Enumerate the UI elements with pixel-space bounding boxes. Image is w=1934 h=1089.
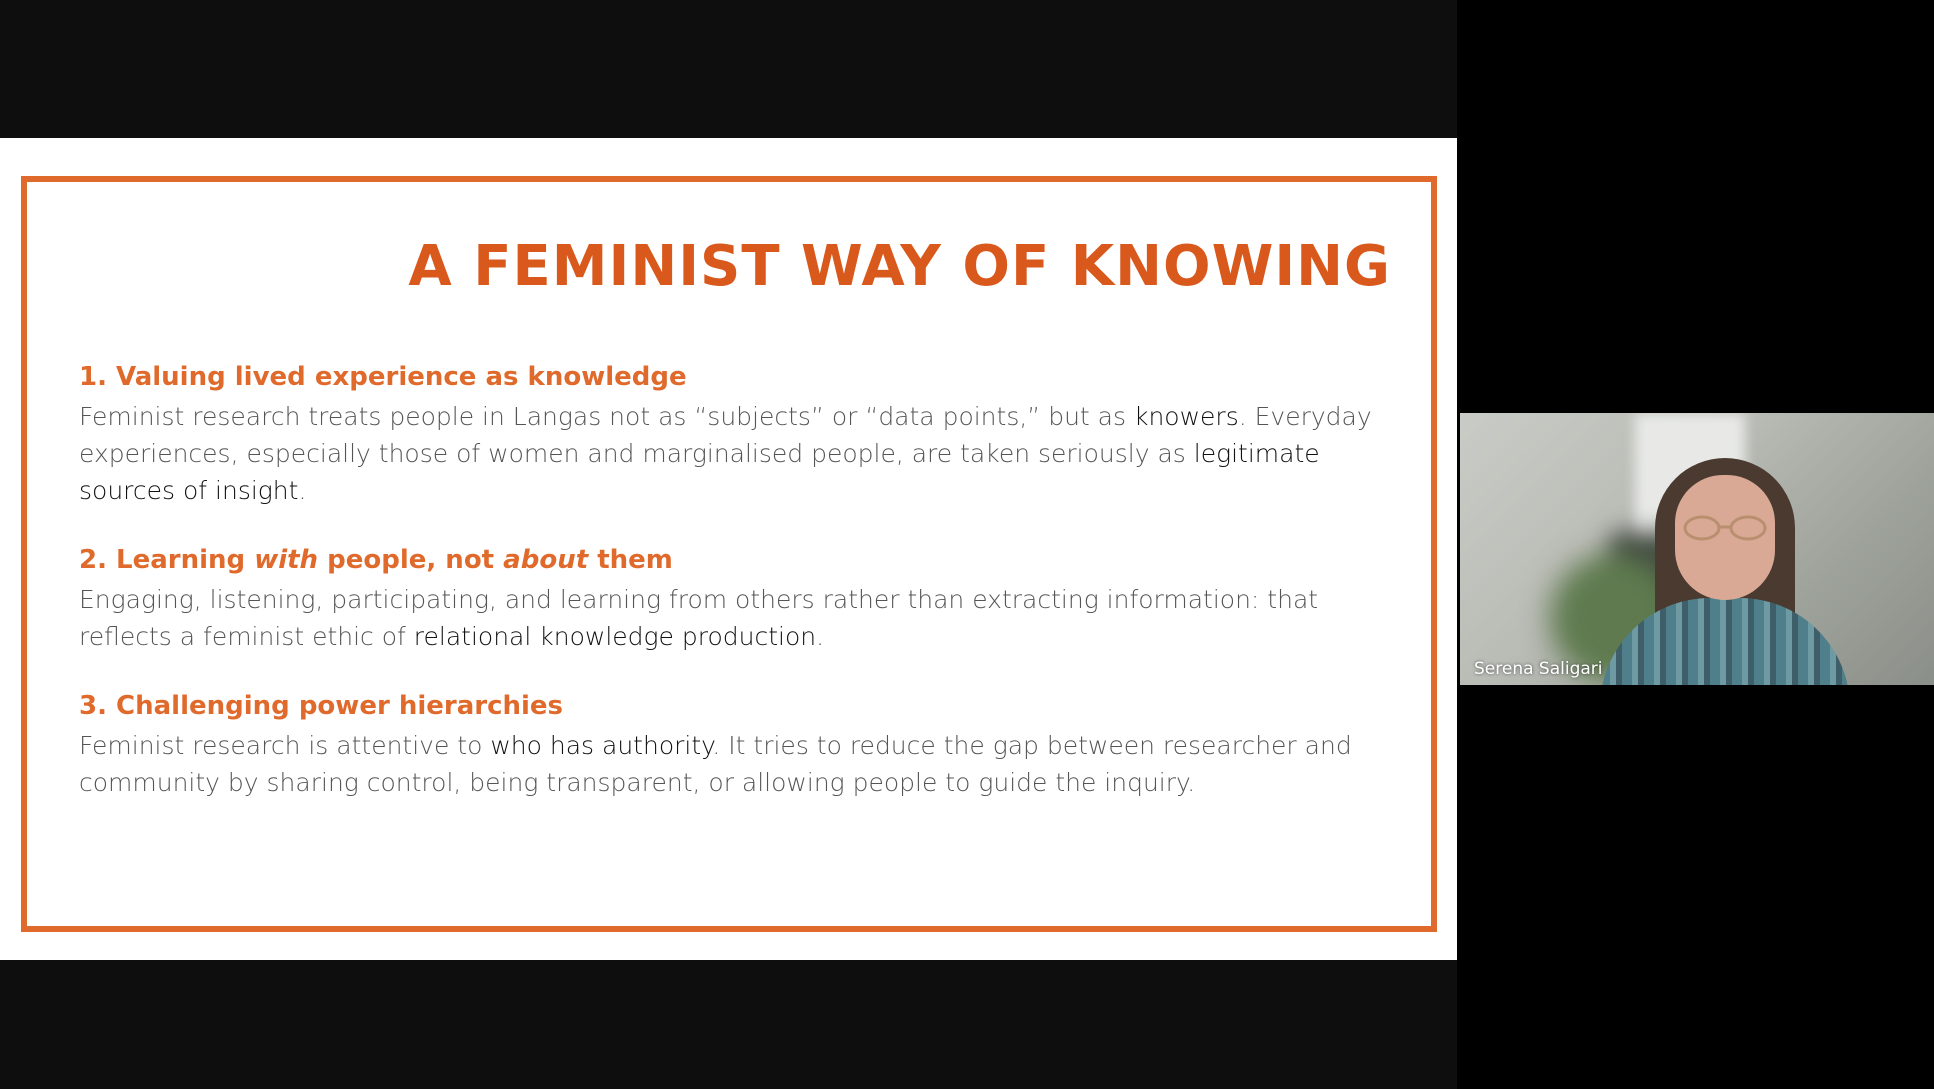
point-1-heading xyxy=(79,360,1409,394)
point-3-emphasis: who has authority xyxy=(490,731,713,760)
glasses-icon xyxy=(1680,515,1770,541)
point-2-heading-text-2: people, not xyxy=(318,545,504,575)
participant-name-label: Serena Saligari xyxy=(1474,659,1603,679)
point-3-heading xyxy=(79,689,1409,723)
point-2-body-text: Engaging, listening, participating, and learning from others rather than extracting information: that reflects a feminist ethic of xyxy=(79,585,1319,651)
point-1-body xyxy=(79,398,1409,509)
point-2-heading-text-3: them xyxy=(588,545,673,575)
slide-title: A FEMINIST WAY OF KNOWING xyxy=(408,234,1391,299)
point-3 xyxy=(79,689,1409,801)
slide-points xyxy=(79,360,1409,835)
point-1-emphasis-legitimate: legitimate sources of insight xyxy=(79,439,1320,505)
point-1-body-text-3: . xyxy=(298,476,307,505)
participant-video-tile[interactable] xyxy=(1460,413,1934,685)
point-3-body-text: Feminist research is attentive to xyxy=(79,731,491,760)
point-2-heading-with: with xyxy=(254,545,319,575)
presentation-slide xyxy=(0,138,1457,960)
point-2-heading xyxy=(79,543,1409,577)
point-1-heading-text: 1. Valuing lived experience as knowledge xyxy=(79,362,687,392)
point-2-body-text-2: . xyxy=(816,622,825,651)
point-3-body-text-2: . It tries to reduce the gap between researcher and community by sharing control, being transparent, or allowing people to guide the inquiry. xyxy=(79,731,1352,797)
point-3-body xyxy=(79,727,1409,801)
point-1 xyxy=(79,360,1409,509)
point-2-heading-text: 2. Learning xyxy=(79,545,255,575)
point-1-emphasis-knowers: knowers xyxy=(1133,402,1239,431)
point-2-heading-about: about xyxy=(503,545,589,575)
slide-border-frame xyxy=(21,176,1437,932)
point-2-body xyxy=(79,581,1409,655)
point-1-body-text: Feminist research treats people in Langas not as “subjects” or “data points,” but as xyxy=(79,402,1134,431)
point-2 xyxy=(79,543,1409,655)
point-3-heading-text: 3. Challenging power hierarchies xyxy=(79,691,564,721)
point-2-emphasis: relational knowledge production xyxy=(413,622,817,651)
point-1-body-text-2: . Everyday experiences, especially those of women and marginalised people, are taken seriously as xyxy=(79,402,1372,468)
